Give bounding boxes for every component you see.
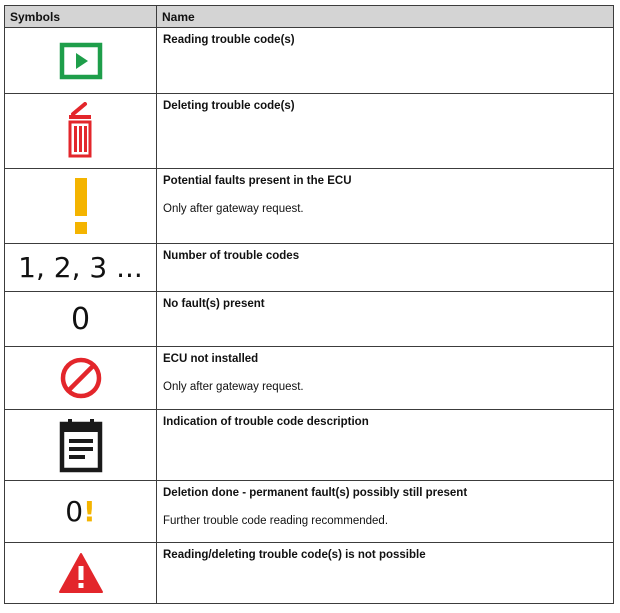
table-row [5, 244, 614, 292]
symbol-cell [5, 481, 157, 543]
row-title: No fault(s) present [163, 298, 265, 310]
table-row [5, 543, 614, 604]
row-note: Further trouble code reading recommended. [163, 515, 389, 527]
name-cell [157, 481, 614, 543]
row-title: Indication of trouble code description [163, 416, 369, 428]
name-cell [157, 347, 614, 410]
play-square-icon [59, 42, 103, 80]
table-row [5, 28, 614, 94]
symbol-cell [5, 28, 157, 94]
table-row [5, 169, 614, 244]
exclamation-icon [71, 176, 91, 236]
name-cell [157, 244, 614, 292]
row-note: Only after gateway request. [163, 203, 304, 215]
header-symbols: Symbols [5, 6, 157, 28]
document-description-icon [59, 417, 103, 473]
row-title: ECU not installed [163, 353, 259, 365]
name-cell [157, 94, 614, 169]
symbol-cell [5, 169, 157, 244]
name-cell [157, 28, 614, 94]
row-note: Only after gateway request. [163, 381, 304, 393]
warning-triangle-icon [58, 552, 104, 594]
trash-can-icon [65, 102, 97, 160]
table-row [5, 94, 614, 169]
number-sequence-symbol: 1, 2, 3 ... [18, 251, 143, 284]
symbol-cell [5, 347, 157, 410]
table-row [5, 347, 614, 410]
symbol-cell [5, 543, 157, 604]
symbol-cell [5, 292, 157, 347]
exclamation-glyph: ! [83, 495, 96, 528]
table-row [5, 292, 614, 347]
zero-exclamation-symbol [65, 495, 96, 528]
row-title: Reading/deleting trouble code(s) is not possible [163, 549, 426, 561]
row-title: Reading trouble code(s) [163, 34, 295, 46]
name-cell [157, 410, 614, 481]
symbol-cell [5, 244, 157, 292]
zero-symbol: 0 [70, 301, 91, 337]
table-row [5, 410, 614, 481]
row-title: Deletion done - permanent fault(s) possibly still present [163, 487, 468, 499]
name-cell [157, 292, 614, 347]
row-title: Potential faults present in the ECU [163, 175, 352, 187]
row-title: Number of trouble codes [163, 250, 300, 262]
header-row [5, 6, 614, 28]
header-name: Name [157, 6, 614, 28]
table-row [5, 481, 614, 543]
zero-glyph: 0 [65, 495, 84, 528]
row-title: Deleting trouble code(s) [163, 100, 295, 112]
name-cell [157, 169, 614, 244]
symbol-cell [5, 94, 157, 169]
prohibited-icon [59, 356, 103, 400]
name-cell [157, 543, 614, 604]
symbol-cell [5, 410, 157, 481]
symbols-table [4, 5, 614, 604]
